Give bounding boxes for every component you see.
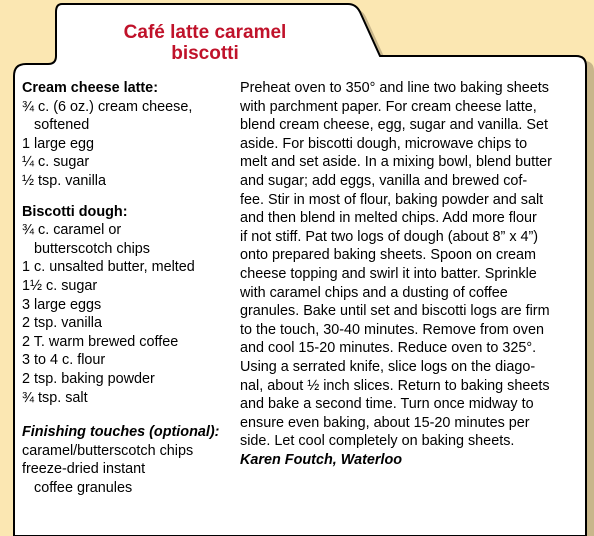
directions-line: melt and set aside. In a mixing bowl, blend butter [240, 154, 552, 171]
ingredient-item: 1 large egg [22, 135, 95, 152]
ingredient-item: 2 T. warm brewed coffee [22, 333, 179, 350]
directions-line: with parchment paper. For cream cheese latte, [240, 98, 537, 115]
directions-line: Using a serrated knife, slice logs on the diago- [240, 358, 536, 375]
section-header-latte: Cream cheese latte: [22, 80, 158, 96]
ingredient-item: 2 tsp. vanilla [22, 315, 102, 332]
ingredient-item: ¾ c. caramel or [22, 222, 122, 239]
directions-line: ensure even baking, about 15-20 minutes per [240, 414, 530, 431]
section-header-dough: Biscotti dough: [22, 203, 128, 220]
directions-line: granules. Bake until set and biscotti logs are firm [240, 303, 550, 320]
directions-line: with caramel chips and a dusting of coffee [240, 284, 508, 301]
ingredient-item: coffee granules [34, 479, 133, 496]
recipe-title [70, 22, 340, 64]
directions-line: aside. For biscotti dough, microwave chips to [240, 135, 528, 152]
recipe-title-line2: biscotti [171, 43, 239, 64]
directions-line: and cool 15-20 minutes. Reduce oven to 325°. [240, 340, 537, 357]
ingredient-item: 3 large eggs [22, 296, 102, 313]
directions-line: cheese topping and swirl it into batter. Sprinkle [240, 265, 537, 282]
directions-line: Preheat oven to 350° and line two baking sheets [240, 80, 549, 96]
ingredient-item: 2 tsp. baking powder [22, 370, 155, 387]
ingredient-item: ½ tsp. vanilla [22, 172, 106, 189]
directions-column [240, 79, 576, 469]
directions-line: to the touch, 30-40 minutes. Remove from oven [240, 321, 544, 338]
directions-line: fee. Stir in most of flour, baking powder and salt [240, 191, 544, 208]
directions-line: blend cream cheese, egg, sugar and vanilla. Set [240, 117, 548, 134]
spacer [22, 191, 237, 203]
ingredient-item: ¾ tsp. salt [22, 389, 88, 406]
ingredient-item: butterscotch chips [34, 240, 150, 257]
directions-line: and bake a second time. Turn once midway to [240, 396, 534, 413]
ingredient-item: softened [34, 117, 90, 134]
ingredient-item: freeze-dried instant [22, 461, 146, 478]
ingredient-item: 3 to 4 c. flour [22, 352, 106, 369]
spacer [22, 407, 237, 423]
recipe-title-line1: Café latte caramel [123, 22, 287, 43]
ingredient-item: ¾ c. (6 oz.) cream cheese, [22, 98, 193, 115]
directions-line: side. Let cool completely on baking sheets. [240, 433, 515, 450]
ingredient-item: ¼ c. sugar [22, 154, 90, 171]
directions-line: and then blend in melted chips. Add more flour [240, 210, 537, 227]
ingredient-item: 1½ c. sugar [22, 277, 98, 294]
recipe-credit: Karen Foutch, Waterloo [240, 451, 403, 468]
directions-line: if not stiff. Pat two logs of dough (about 8” x 4”) [240, 228, 539, 245]
ingredient-item: 1 c. unsalted butter, melted [22, 259, 195, 276]
section-header-finishing: Finishing touches (optional): [22, 424, 220, 441]
directions-line: onto prepared baking sheets. Spoon on cream [240, 247, 537, 264]
directions-line: nal, about ½ inch slices. Return to baking sheets [240, 377, 550, 394]
ingredient-item: caramel/butterscotch chips [22, 442, 194, 459]
ingredients-column [22, 79, 237, 497]
directions-line: and sugar; add eggs, vanilla and brewed cof- [240, 172, 528, 189]
